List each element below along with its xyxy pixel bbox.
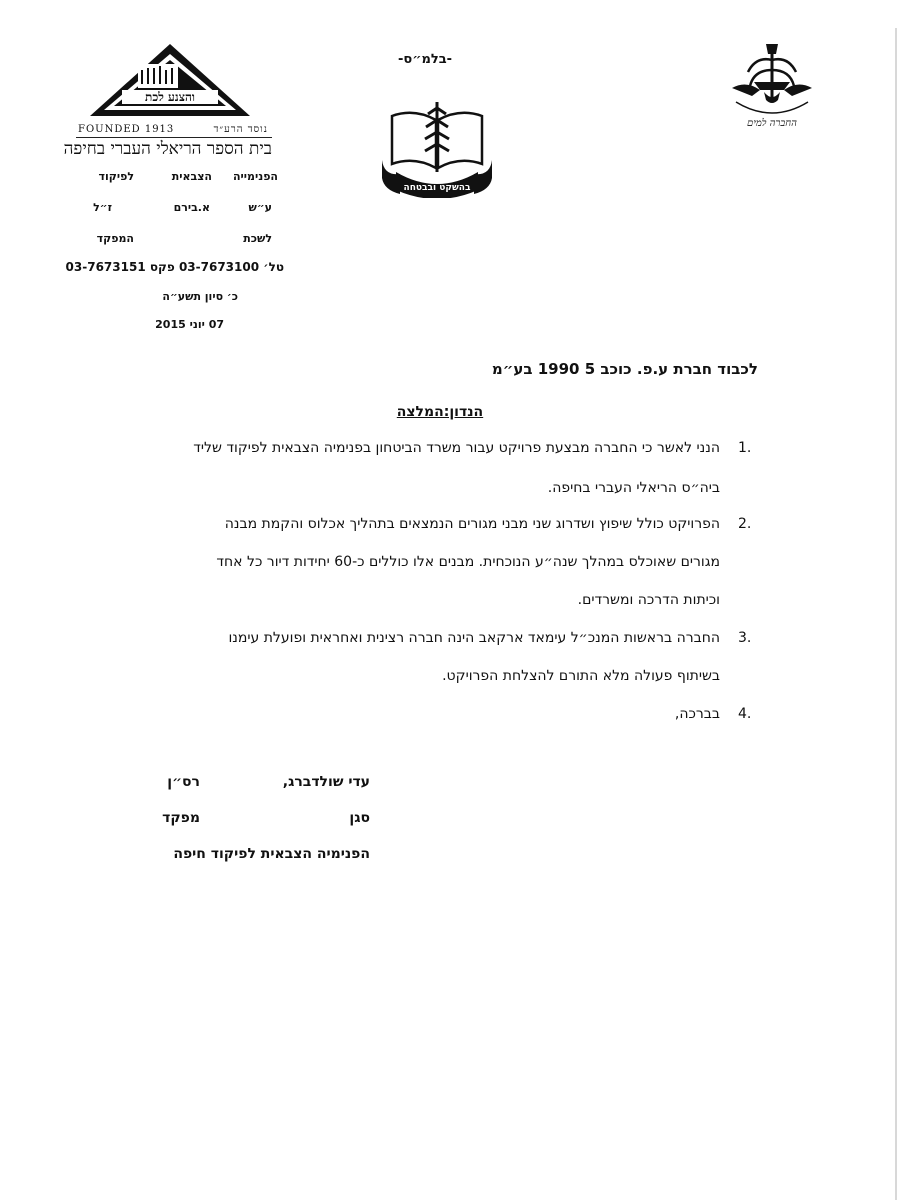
- item-line: החברה בראשות המנכ״ל עימאד ארקאב הינה חברה רצינית ואחראית ופועלת עימנו: [228, 630, 720, 646]
- item-line: הפרויקט כולל שיפוץ ושדרוג שני מבני מגורים הנמצאים בתהליך אכלוס והקמת מבנה: [224, 516, 720, 532]
- date-gregorian: 07 יוני 2015: [155, 318, 224, 331]
- classification-mark: -בלמ״ס-: [398, 52, 453, 67]
- date-hebrew: כ׳ סיון תשע״ה: [162, 290, 238, 303]
- letterhead-r3-c1: לשכת: [243, 232, 272, 245]
- subject-line: הנדון:המלצה: [396, 404, 484, 420]
- item-number: 4.: [738, 706, 752, 722]
- scan-edge: [895, 28, 897, 1200]
- letterhead-r2-c1: ע״ש: [248, 201, 272, 214]
- signature-name: עדי שולדברג,: [282, 774, 370, 790]
- signature-title-deputy: סגן: [349, 810, 370, 826]
- item-line: הנני לאשר כי החברה מבצעת פרויקט עבור משרד הביטחון בפנימיה הצבאית לפיקוד שליד: [193, 440, 720, 456]
- signature-unit: הפנימיה הצבאית לפיקוד חיפה: [173, 846, 370, 862]
- right-emblem-text: החברה למים: [746, 118, 798, 129]
- letterhead-r1-c3: לפיקוד: [98, 170, 134, 183]
- item-line: בשיתוף פעולה מלא התורם להצלחת הפרויקט.: [442, 668, 720, 684]
- signature-rank: רס״ן: [167, 774, 200, 790]
- item-line: בברכה,: [674, 706, 720, 722]
- signature-title-commander: מפקד: [162, 810, 200, 826]
- item-line: ביה״ס הריאלי העברי בחיפה.: [547, 480, 720, 496]
- item-number: 3.: [738, 630, 752, 646]
- founded-he: נוסד הרע״ד: [213, 124, 268, 135]
- letterhead-r2-c2: א.בירם: [173, 201, 210, 214]
- letterhead-r1-c2: הצבאית: [171, 170, 212, 183]
- recipient-line: לכבוד חברת ע.פ. כוכב 5 1990 בע״מ: [491, 360, 758, 378]
- school-name: בית הספר הריאלי העברי בחיפה: [63, 139, 272, 159]
- letterhead-phone: טל׳ 03-7673100 פקס 03-7673151: [65, 260, 284, 274]
- center-emblem-motto: בהשקט ובבטחה: [403, 183, 471, 193]
- letterhead-r1-c1: הפנימייה: [232, 170, 278, 183]
- founded-en: FOUNDED 1913: [78, 124, 175, 135]
- header-rule: [76, 137, 272, 138]
- letterhead-r3-c2: המפקד: [96, 232, 134, 245]
- item-line: מגורים שאוכלס במהלך שנה״ע הנוכחית. מבנים אלו כוללים כ-60 יחידות דיור כל אחד: [216, 554, 720, 570]
- school-logo-text: והצנע לכת: [145, 90, 195, 104]
- item-number: 1.: [738, 440, 752, 456]
- school-logo: [86, 42, 254, 122]
- item-line: וכיתות הדרכה ומשרדים.: [577, 592, 720, 608]
- letterhead-r2-c3: ז״ל: [93, 201, 112, 214]
- idf-emblem: [730, 42, 814, 138]
- military-boarding-school-emblem: [378, 98, 496, 198]
- item-number: 2.: [738, 516, 752, 532]
